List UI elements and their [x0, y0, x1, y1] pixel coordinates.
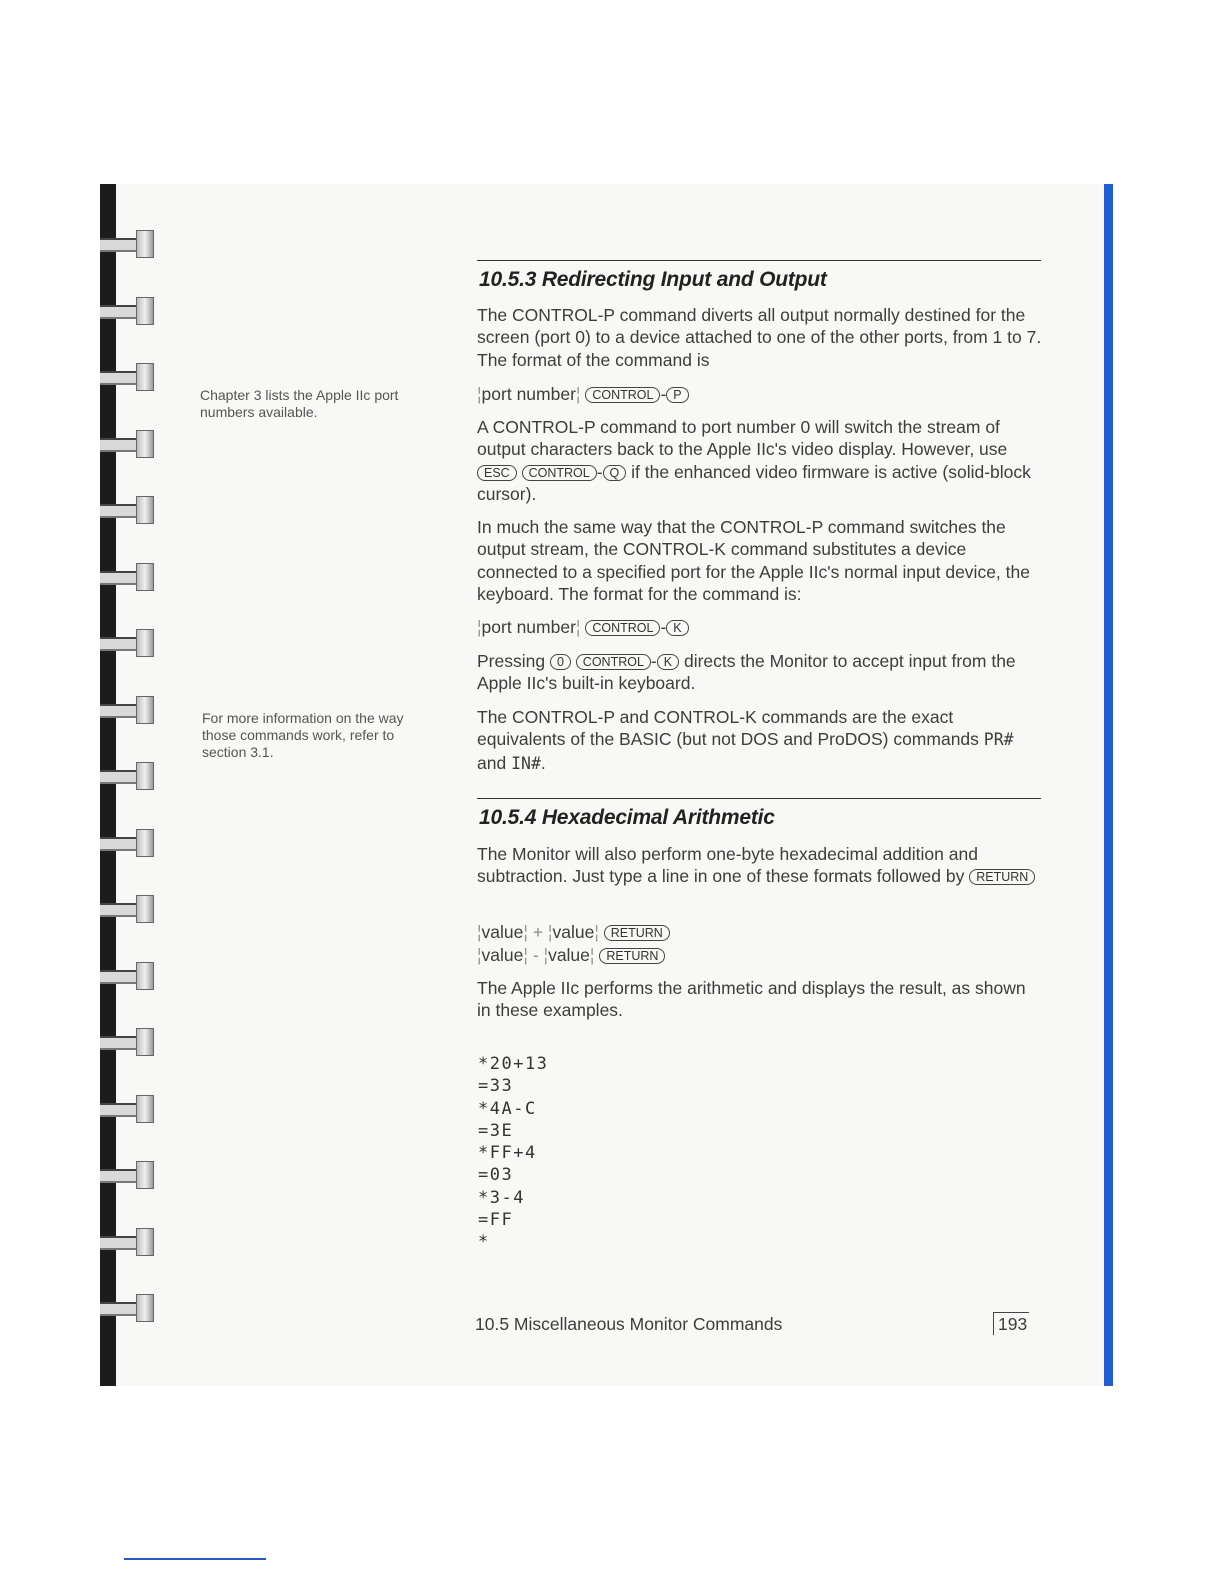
- binding-ring: [100, 363, 158, 393]
- period: .: [540, 752, 546, 773]
- code-line: =03: [478, 1165, 514, 1186]
- key-control: CONTROL: [522, 465, 597, 481]
- page-number: 193: [993, 1312, 1029, 1335]
- binding-ring: [100, 762, 158, 792]
- key-control: CONTROL: [585, 620, 660, 636]
- code-line: =33: [478, 1076, 514, 1097]
- footer-section-title: 10.5 Miscellaneous Monitor Commands: [475, 1314, 783, 1334]
- key-control: CONTROL: [585, 387, 660, 403]
- binding-ring: [100, 696, 158, 726]
- margin-note-section-ref: For more information on the way those commands work, refer to section 3.1.: [202, 710, 404, 760]
- margin-note-ports: Chapter 3 lists the Apple IIc port numbers available.: [200, 387, 399, 420]
- key-q: Q: [603, 465, 627, 481]
- section-heading-redirecting: 10.5.3 Redirecting Input and Output: [479, 268, 827, 291]
- paragraph-pressing: Pressing 0 CONTROL - K directs the Monitor to accept input from the Apple IIc's built-in keyboard.: [477, 651, 1016, 694]
- command-format-control-p: ¦port number¦ CONTROL - P: [477, 383, 689, 405]
- param-value: value: [552, 922, 595, 942]
- key-esc: ESC: [477, 465, 517, 481]
- operator-plus: +: [532, 922, 544, 942]
- paragraph-control-k: In much the same way that the CONTROL-P command switches the output stream, the CONTROL-K command substitutes a device connected to a specified port for the Apple IIc's normal input device, the keyboard. The format for the command is:: [477, 517, 1030, 604]
- operator-minus: -: [532, 945, 539, 965]
- binding-ring: [100, 962, 158, 992]
- bottom-link-rule: [124, 1558, 266, 1560]
- code-line: *4A-C: [478, 1098, 537, 1119]
- paragraph-hex-intro-text: The Monitor will also perform one-byte hexadecimal addition and subtraction. Just type a line in one of these formats followed by: [477, 844, 978, 887]
- section-heading-hex-arithmetic: 10.5.4 Hexadecimal Arithmetic: [479, 806, 775, 829]
- binding-ring: [100, 563, 158, 593]
- binding-ring: [100, 1228, 158, 1258]
- binding-ring: [100, 1294, 158, 1324]
- binding-ring: [100, 1028, 158, 1058]
- paragraph-port-zero: A CONTROL-P command to port number 0 will switch the stream of output characters back to the Apple IIc's video display. However, use ESC CONTROL - Q if the enhanced video firmware is active (solid-block cursor).: [477, 417, 1031, 504]
- binding-ring: [100, 496, 158, 526]
- section-rule-2: [477, 798, 1041, 799]
- paragraph-control-p: The CONTROL-P command diverts all output normally destined for the screen (port 0) to a device attached to one of the other ports, from 1 to 7. The format of the command is: [477, 305, 1042, 370]
- paragraph-examples-intro: The Apple IIc performs the arithmetic and displays the result, as shown in these examples.: [477, 978, 1026, 1021]
- binding-ring: [100, 297, 158, 327]
- paragraph-port-zero-tail: if the enhanced video firmware is active (solid-block cursor).: [477, 461, 1031, 504]
- code-line: *3-4: [478, 1187, 525, 1208]
- param-port-number: port number: [481, 384, 576, 404]
- param-value: value: [481, 922, 524, 942]
- paragraph-basic-equivalents: [477, 706, 1043, 775]
- binding-ring: [100, 829, 158, 859]
- paragraph-hex-intro: [477, 843, 1043, 888]
- command-format-control-k: ¦port number¦ CONTROL - K: [477, 616, 689, 638]
- key-k: K: [657, 654, 679, 670]
- binding-ring: [100, 895, 158, 925]
- binding-ring: [100, 230, 158, 260]
- binding-ring: [100, 1161, 158, 1191]
- code-line: =3E: [478, 1120, 514, 1141]
- key-control: CONTROL: [576, 654, 651, 670]
- paragraph-basic-text: The CONTROL-P and CONTROL-K commands are the exact equivalents of the BASIC (but not DOS and ProDOS) commands: [477, 707, 979, 750]
- param-port-number: port number: [481, 617, 576, 637]
- format-subtraction: ¦value¦ - ¦value¦ RETURN: [477, 944, 665, 966]
- key-return: RETURN: [604, 925, 670, 941]
- key-k: K: [666, 620, 688, 636]
- key-return: RETURN: [599, 948, 665, 964]
- word-and: and: [477, 752, 507, 773]
- section-rule-1: [477, 260, 1041, 261]
- format-addition: ¦value¦ + ¦value¦ RETURN: [477, 921, 670, 943]
- binding-ring: [100, 629, 158, 659]
- key-return: RETURN: [969, 869, 1035, 885]
- code-in: IN#: [511, 753, 541, 773]
- key-p: P: [666, 387, 688, 403]
- key-0: 0: [550, 654, 571, 670]
- param-value: value: [481, 945, 524, 965]
- binding-ring: [100, 1095, 158, 1125]
- code-line: =FF: [478, 1210, 514, 1231]
- binding-ring: [100, 430, 158, 460]
- code-line: *20+13: [478, 1054, 549, 1074]
- code-line: *: [478, 1232, 490, 1253]
- code-line: *FF+4: [478, 1143, 537, 1164]
- param-value: value: [548, 945, 590, 965]
- code-examples: [478, 1053, 548, 1254]
- paragraph-port-zero-text: A CONTROL-P command to port number 0 will switch the stream of output characters back to the Apple IIc's video display. However, use: [477, 417, 1008, 460]
- code-pr: PR#: [983, 730, 1014, 750]
- page-edge-blue-bar: [1104, 184, 1113, 1386]
- paragraph-pressing-text: Pressing: [477, 651, 546, 671]
- paragraph-pressing-tail: directs the Monitor to accept input from the Apple IIc's built-in keyboard.: [477, 651, 1016, 694]
